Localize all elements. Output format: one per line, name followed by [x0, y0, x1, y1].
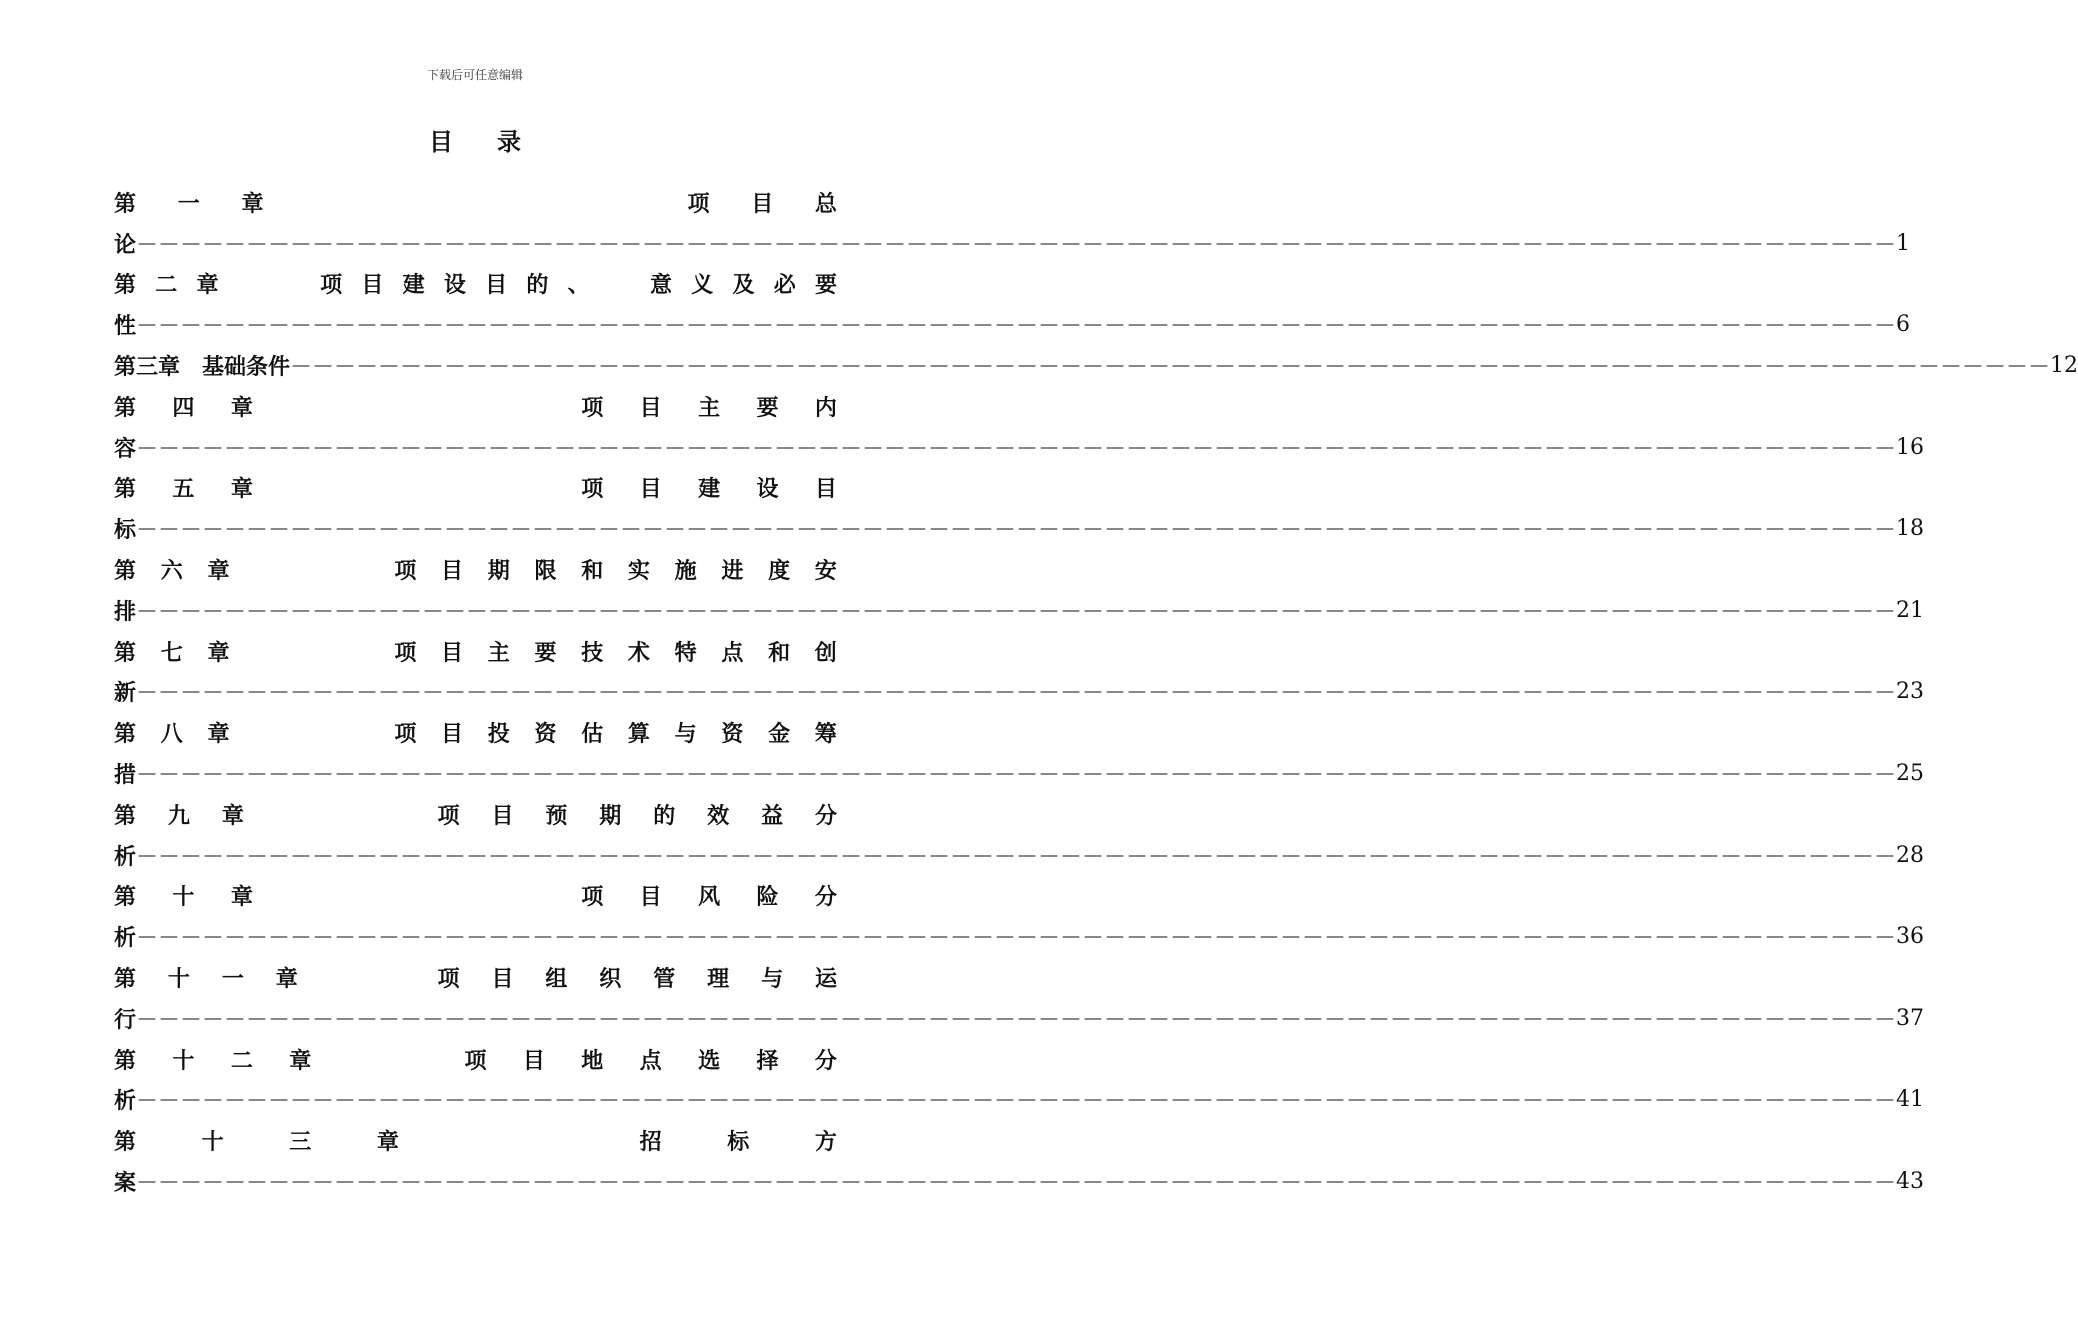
toc-entry-char: 五: [172, 476, 195, 503]
toc-entry-char: 筹: [814, 721, 837, 748]
toc-entry-char: 目: [491, 966, 514, 993]
toc-title-char-2: 录: [497, 127, 521, 156]
toc-entry-char: 标: [727, 1129, 750, 1156]
toc-entry-char: 一: [221, 966, 244, 993]
toc-page-number: 23: [1896, 679, 1925, 705]
toc-entry-char: 章: [207, 558, 230, 585]
toc-entry-char: 分: [814, 802, 837, 829]
toc-entry-char: 案: [114, 1170, 137, 1197]
toc-entry-char: 分: [814, 1047, 837, 1074]
toc-entry-line[interactable]: [114, 345, 2078, 386]
toc-entry-char: 项: [394, 558, 417, 585]
toc-entry-char: 效: [707, 802, 730, 829]
toc-entry-char: 章: [275, 966, 298, 993]
toc-entry-char: 择: [756, 1047, 779, 1074]
toc-entry-char: 项: [581, 884, 604, 911]
toc-entry-line[interactable]: [114, 304, 1911, 345]
toc-entry-line[interactable]: [114, 753, 1925, 794]
toc-entry-char: 资: [534, 721, 557, 748]
toc-entry-char: 标: [114, 517, 137, 544]
toc-entry-char: 要: [534, 639, 557, 666]
toc-entry-char: 七: [160, 639, 183, 666]
toc-entry-char: 九: [167, 802, 190, 829]
toc-entry-char: 总: [814, 190, 837, 217]
toc-entry-char: 析: [114, 1088, 137, 1115]
toc-entry-char: 措: [114, 762, 137, 789]
toc-entry-char: 组: [545, 966, 568, 993]
toc-page-number: 25: [1896, 761, 1925, 787]
table-of-contents: [114, 182, 2078, 1202]
toc-entry-line[interactable]: [114, 1080, 1925, 1121]
toc-entry-line[interactable]: [114, 386, 837, 427]
toc-entry-char: 目: [441, 558, 464, 585]
toc-entry-line[interactable]: [114, 794, 837, 835]
toc-entry-line[interactable]: [114, 835, 1925, 876]
toc-page-number: 6: [1896, 312, 1911, 338]
toc-entry-char: 选: [698, 1047, 721, 1074]
toc-entry-char: 章: [207, 639, 230, 666]
toc-leader: －－－－－－－－－－－－－－－－－－－－－－－－－－－－－－－－－－－－－－－－－－－－－－－－－－－－－－－－－－－－－－－－－－－－－－－－－－－－－－－－: [136, 436, 1897, 462]
toc-entry-char: 第: [114, 558, 137, 585]
toc-entry-char: 建: [698, 476, 721, 503]
toc-entry-line[interactable]: [114, 1039, 837, 1080]
toc-entry-line[interactable]: [114, 672, 1925, 713]
toc-page-number: 36: [1896, 924, 1925, 950]
toc-entry-char: 必: [773, 272, 796, 299]
toc-entry-char: 、: [567, 272, 590, 299]
toc-entry-char: 章: [196, 272, 219, 299]
toc-entry-char: 和: [581, 558, 604, 585]
toc-entry-char: 分: [814, 884, 837, 911]
toc-entry-char: 期: [599, 802, 622, 829]
toc-leader: －－－－－－－－－－－－－－－－－－－－－－－－－－－－－－－－－－－－－－－－－－－－－－－－－－－－－－－－－－－－－－－－－－－－－－－－－－－－－－－－: [136, 926, 1897, 952]
toc-entry-char: 估: [581, 721, 604, 748]
toc-entry-char: 目: [522, 1047, 545, 1074]
toc-entry-char: 要: [756, 394, 779, 421]
toc-entry-char: 预: [545, 802, 568, 829]
toc-entry-char: 第: [114, 721, 137, 748]
toc-entry-line[interactable]: [114, 712, 837, 753]
toc-entry-char: 特: [674, 639, 697, 666]
toc-entry-char: 三: [289, 1129, 312, 1156]
toc-entry-char: 目: [441, 721, 464, 748]
toc-entry-char: 性: [114, 313, 137, 340]
toc-entry-char: 章: [230, 884, 253, 911]
toc-entry-line[interactable]: [114, 182, 837, 223]
toc-entry-char: 第: [114, 802, 137, 829]
toc-entry-char: 一: [177, 190, 200, 217]
toc-entry-char: 要: [814, 272, 837, 299]
toc-entry-char: 第: [114, 639, 137, 666]
toc-entry-char: 十: [167, 966, 190, 993]
toc-entry-char: 目: [639, 884, 662, 911]
toc-entry-char: 目: [751, 190, 774, 217]
toc-entry-char: 施: [674, 558, 697, 585]
toc-entry-char: 内: [814, 394, 837, 421]
toc-entry-line[interactable]: [114, 223, 1911, 264]
toc-entry-char: 地: [581, 1047, 604, 1074]
toc-entry-char: 章: [207, 721, 230, 748]
toc-entry-char: 新: [114, 680, 137, 707]
toc-entry-char: 行: [114, 1006, 137, 1033]
toc-page-number: 16: [1896, 434, 1925, 460]
toc-leader: －－－－－－－－－－－－－－－－－－－－－－－－－－－－－－－－－－－－－－－－－－－－－－－－－－－－－－－－－－－－－－－－－－－－－－－－－－－－－－－－: [136, 681, 1897, 707]
toc-page-number: 41: [1896, 1087, 1925, 1113]
toc-entry-char: 度: [768, 558, 791, 585]
toc-entry-char: 第: [114, 394, 137, 421]
toc-entry-line[interactable]: [114, 957, 837, 998]
toc-entry-char: 技: [581, 639, 604, 666]
toc-entry-char: 章: [289, 1047, 312, 1074]
toc-entry-char: 六: [160, 558, 183, 585]
toc-leader: －－－－－－－－－－－－－－－－－－－－－－－－－－－－－－－－－－－－－－－－－－－－－－－－－－－－－－－－－－－－－－－－－－－－－－－－－－－－－－－－: [136, 232, 1897, 258]
toc-entry-line[interactable]: [114, 508, 1925, 549]
toc-entry-char: 第: [114, 1129, 137, 1156]
toc-entry-title: 第三章 基础条件: [114, 354, 291, 381]
toc-entry-char: 主: [487, 639, 510, 666]
toc-entry-char: 目: [639, 476, 662, 503]
toc-entry-char: 算: [627, 721, 650, 748]
header-note: 下载后可任意编辑: [426, 68, 523, 82]
toc-entry-char: 术: [627, 639, 650, 666]
toc-entry-char: 项: [394, 639, 417, 666]
toc-entry-char: 项: [581, 476, 604, 503]
toc-entry-char: 第: [114, 190, 137, 217]
toc-entry-line[interactable]: [114, 468, 837, 509]
toc-entry-char: 管: [653, 966, 676, 993]
toc-entry-char: 二: [230, 1047, 253, 1074]
toc-entry-line[interactable]: [114, 998, 1925, 1039]
toc-entry-char: 项: [437, 802, 460, 829]
toc-entry-char: 风: [698, 884, 721, 911]
toc-entry-char: 义: [691, 272, 714, 299]
toc-entry-char: 目: [639, 394, 662, 421]
toc-entry-char: 安: [814, 558, 837, 585]
toc-entry-char: 金: [768, 721, 791, 748]
toc-page-number: 28: [1896, 842, 1925, 868]
toc-entry-char: 实: [627, 558, 650, 585]
toc-page-number: 43: [1896, 1169, 1925, 1195]
toc-entry-char: 项: [581, 394, 604, 421]
toc-entry-char: 的: [653, 802, 676, 829]
toc-entry-char: 进: [721, 558, 744, 585]
toc-entry-char: 章: [230, 394, 253, 421]
toc-entry-char: 章: [241, 190, 264, 217]
toc-entry-char: 十: [172, 1047, 195, 1074]
toc-entry-char: 设: [443, 272, 466, 299]
toc-entry-char: 方: [814, 1129, 837, 1156]
toc-entry-char: 目: [814, 476, 837, 503]
toc-entry-char: 四: [172, 394, 195, 421]
toc-entry-char: 第: [114, 272, 137, 299]
toc-entry-char: 及: [732, 272, 755, 299]
toc-entry-char: 点: [639, 1047, 662, 1074]
toc-title-char-1: 目: [429, 127, 453, 156]
toc-entry-line[interactable]: [114, 631, 837, 672]
toc-entry-char: 点: [721, 639, 744, 666]
toc-leader: －－－－－－－－－－－－－－－－－－－－－－－－－－－－－－－－－－－－－－－－－－－－－－－－－－－－－－－－－－－－－－－－－－－－－－－－－－－－－－－－: [136, 314, 1897, 340]
toc-entry-char: 主: [698, 394, 721, 421]
toc-entry-char: 投: [487, 721, 510, 748]
toc-entry-char: 理: [707, 966, 730, 993]
toc-entry-char: 与: [674, 721, 697, 748]
toc-leader: －－－－－－－－－－－－－－－－－－－－－－－－－－－－－－－－－－－－－－－－－－－－－－－－－－－－－－－－－－－－－－－－－－－－－－－－－－－－－－－－: [136, 1089, 1897, 1115]
toc-leader: －－－－－－－－－－－－－－－－－－－－－－－－－－－－－－－－－－－－－－－－－－－－－－－－－－－－－－－－－－－－－－－－－－－－－－－－－－－－－－－－: [136, 518, 1897, 544]
toc-entry-line[interactable]: [114, 1161, 1925, 1202]
toc-entry-char: 章: [221, 802, 244, 829]
toc-entry-line[interactable]: [114, 876, 837, 917]
toc-entry-char: 析: [114, 925, 137, 952]
toc-page-number: 18: [1896, 516, 1925, 542]
toc-entry-char: 与: [761, 966, 784, 993]
toc-entry-char: 意: [650, 272, 673, 299]
toc-entry-char: 目: [441, 639, 464, 666]
toc-entry-char: 第: [114, 1047, 137, 1074]
toc-entry-char: 项: [687, 190, 710, 217]
toc-leader: －－－－－－－－－－－－－－－－－－－－－－－－－－－－－－－－－－－－－－－－－－－－－－－－－－－－－－－－－－－－－－－－－－－－－－－－－－－－－－－－: [136, 763, 1897, 789]
toc-entry-char: 析: [114, 843, 137, 870]
toc-entry-line[interactable]: [114, 549, 837, 590]
toc-entry-char: 创: [814, 639, 837, 666]
toc-entry-char: 的: [526, 272, 549, 299]
toc-entry-char: 项: [320, 272, 343, 299]
toc-entry-char: 期: [487, 558, 510, 585]
toc-entry-char: 第: [114, 966, 137, 993]
toc-page-number: 1: [1896, 230, 1911, 256]
toc-entry-char: 第: [114, 476, 137, 503]
toc-entry-char: 容: [114, 435, 137, 462]
toc-entry-char: 第: [114, 884, 137, 911]
toc-entry-char: 目: [491, 802, 514, 829]
toc-leader: －－－－－－－－－－－－－－－－－－－－－－－－－－－－－－－－－－－－－－－－－－－－－－－－－－－－－－－－－－－－－－－－－－－－－－－－－－－－－－－－: [136, 1007, 1897, 1033]
toc-title: [0, 122, 950, 157]
toc-entry-line[interactable]: [114, 1120, 837, 1161]
toc-entry-char: 十: [201, 1129, 224, 1156]
toc-entry-char: 织: [599, 966, 622, 993]
toc-entry-char: 章: [376, 1129, 399, 1156]
toc-entry-char: 十: [172, 884, 195, 911]
toc-entry-char: 招: [639, 1129, 662, 1156]
toc-page-number: 21: [1896, 597, 1925, 623]
toc-leader: －－－－－－－－－－－－－－－－－－－－－－－－－－－－－－－－－－－－－－－－－－－－－－－－－－－－－－－－－－－－－－－－－－－－－－－－－－－－－－－－: [136, 599, 1897, 625]
toc-entry-char: 设: [756, 476, 779, 503]
toc-entry-char: 论: [114, 231, 137, 258]
toc-entry-line[interactable]: [114, 264, 837, 305]
toc-page-number: 12: [2050, 353, 2078, 379]
toc-leader: －－－－－－－－－－－－－－－－－－－－－－－－－－－－－－－－－－－－－－－－－－－－－－－－－－－－－－－－－－－－－－－－－－－－－－－－－－－－－－－－: [136, 1171, 1897, 1197]
toc-entry-char: 险: [756, 884, 779, 911]
toc-entry-line[interactable]: [114, 590, 1925, 631]
toc-entry-char: 目: [361, 272, 384, 299]
toc-entry-line[interactable]: [114, 427, 1925, 468]
toc-entry-char: 限: [534, 558, 557, 585]
toc-entry-char: 和: [768, 639, 791, 666]
toc-entry-char: 八: [160, 721, 183, 748]
toc-entry-line[interactable]: [114, 916, 1925, 957]
toc-entry-char: 项: [464, 1047, 487, 1074]
toc-entry-char: 资: [721, 721, 744, 748]
toc-entry-char: 二: [155, 272, 178, 299]
toc-entry-char: 章: [230, 476, 253, 503]
toc-page-number: 37: [1896, 1005, 1925, 1031]
toc-entry-char: 建: [402, 272, 425, 299]
toc-entry-char: 排: [114, 598, 137, 625]
toc-entry-char: 目: [485, 272, 508, 299]
toc-leader: －－－－－－－－－－－－－－－－－－－－－－－－－－－－－－－－－－－－－－－－－－－－－－－－－－－－－－－－－－－－－－－－－－－－－－－－－－－－－－－－: [136, 844, 1897, 870]
toc-leader: －－－－－－－－－－－－－－－－－－－－－－－－－－－－－－－－－－－－－－－－－－－－－－－－－－－－－－－－－－－－－－－－－－－－－－－－－－－－－－－－: [290, 355, 2051, 381]
toc-entry-char: 运: [814, 966, 837, 993]
toc-entry-char: 项: [394, 721, 417, 748]
toc-entry-char: 项: [437, 966, 460, 993]
toc-entry-char: 益: [761, 802, 784, 829]
